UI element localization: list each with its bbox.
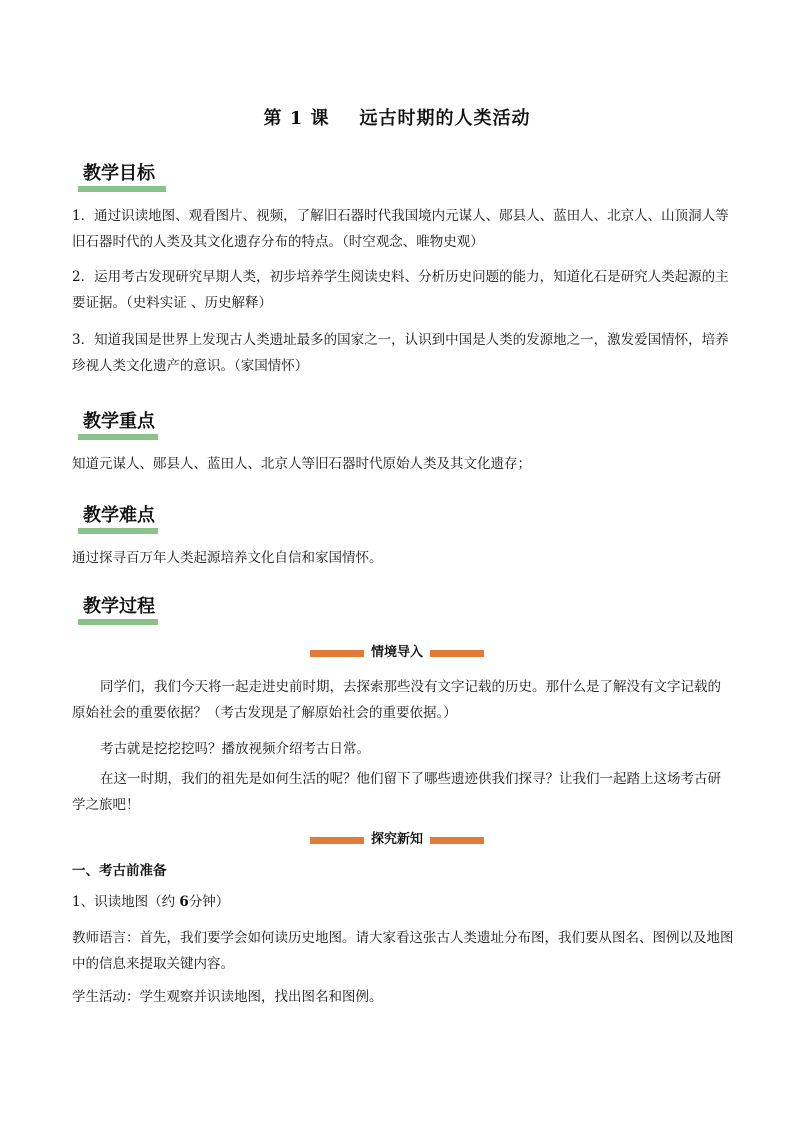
banner-intro: 情境导入 (310, 643, 484, 663)
section-heading-difficulty: 教学难点 (78, 504, 158, 534)
student-activity: 学生活动：学生观察并识读地图，找出图名和图例。 (72, 989, 383, 1005)
teacher-language: 教师语言：首先，我们要学会如何读历史地图。请大家看这张古人类遗址分布图，我们要从图名、图例以及地图中的信息来提取关键内容。 (72, 930, 734, 972)
goal-paragraph-1: 1．通过识读地图、观看图片、视频，了解旧石器时代我国境内元谋人、郧县人、蓝田人、北京人、山顶洞人等旧石器时代的人类及其文化遗存分布的特点。（时空观念、唯物史观） (72, 208, 729, 250)
intro-paragraph-3: 在这一时期，我们的祖先是如何生活的呢？他们留下了哪些遗迹供我们探寻？让我们一起踏上这场考古研学之旅吧！ (72, 771, 721, 813)
lesson-name: 远古时期的人类活动 (359, 108, 531, 129)
goal-paragraph-3: 3．知道我国是世界上发现古人类遗址最多的国家之一，认识到中国是人类的发源地之一，激发爱国情怀，培养珍视人类文化遗产的意识。（家国情怀） (72, 332, 729, 374)
banner-line-left (310, 650, 364, 657)
heading-underline (78, 186, 166, 192)
section-heading-process: 教学过程 (78, 595, 158, 625)
section-heading-goals: 教学目标 (78, 162, 166, 192)
banner-explore: 探究新知 (310, 830, 484, 850)
lesson-title (0, 104, 794, 130)
lesson-number: 第 1 课 (263, 108, 330, 129)
heading-underline (78, 528, 158, 534)
banner-line-left (310, 837, 364, 844)
section-heading-key: 教学重点 (78, 410, 158, 440)
banner-line-right (430, 837, 484, 844)
explore-heading: 一、考古前准备 (72, 863, 167, 879)
key-paragraph: 知道元谋人、郧县人、蓝田人、北京人等旧石器时代原始人类及其文化遗存； (72, 456, 531, 472)
goal-paragraph-2: 2．运用考古发现研究早期人类，初步培养学生阅读史料、分析历史问题的能力，知道化石是研究人类起源的主要证据。（史料实证 、历史解释） (72, 269, 729, 311)
difficulty-paragraph: 通过探寻百万年人类起源培养文化自信和家国情怀。 (72, 550, 383, 566)
heading-underline (78, 434, 158, 440)
banner-line-right (430, 650, 484, 657)
explore-step-1: 1、识读地图（约 6分钟） (72, 894, 230, 910)
heading-underline (78, 619, 158, 625)
intro-paragraph-2: 考古就是挖挖挖吗？播放视频介绍考古日常。 (100, 741, 370, 757)
intro-paragraph-1: 同学们，我们今天将一起走进史前时期，去探索那些没有文字记载的历史。那什么是了解没有文字记载的原始社会的重要依据？（考古发现是了解原始社会的重要依据。） (72, 679, 721, 721)
